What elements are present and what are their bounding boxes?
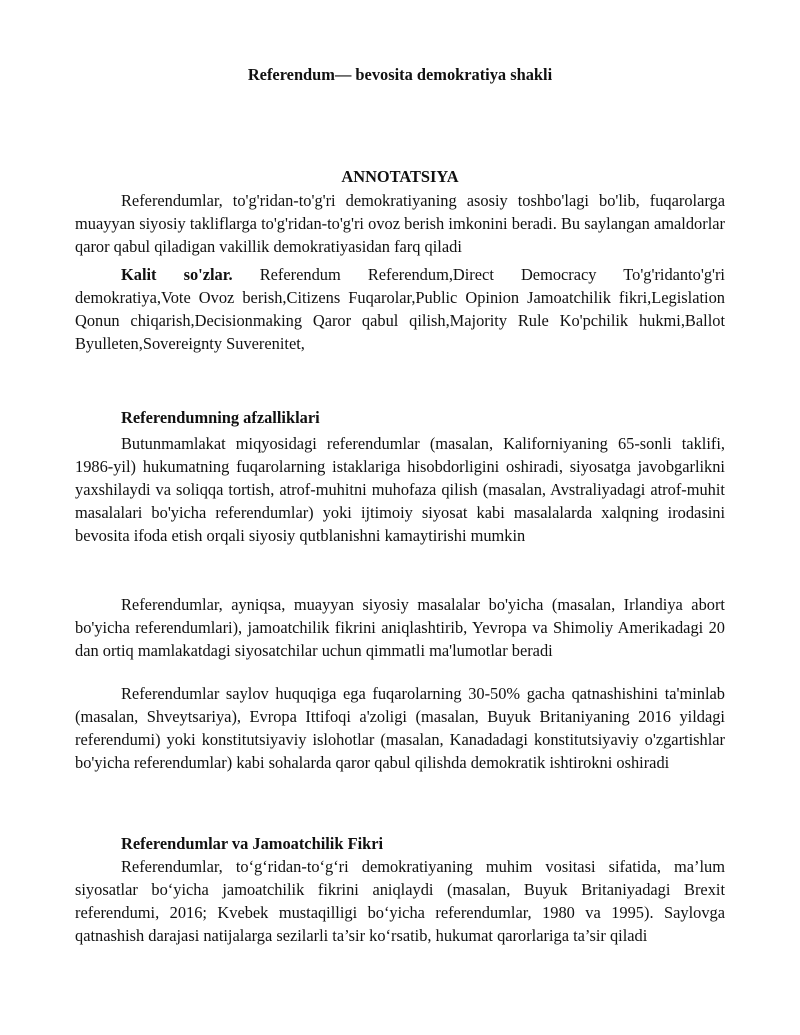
annotation-paragraph: Referendumlar, to'g'ridan-to'g'ri demokratiyaning asosiy toshbo'lagi bo'lib, fuqarolarga muayyan siyosiy takliflarga to'g'ridan-to'g'ri ovoz berish imkonini beradi. Bu saylangan amaldorlar qaror qabul qiladigan vakillik demokratiyasidan farq qiladi [75, 191, 725, 256]
keywords-label: Kalit so'zlar. [121, 265, 233, 284]
section1-paragraph-2: Referendumlar, ayniqsa, muayyan siyosiy masalalar bo'yicha (masalan, Irlandiya abort bo'yicha referendumlari), jamoatchilik fikrini aniqlashtirib, Yevropa va Shimoliy Amerikadagi 20 dan ortiq mamlakatdagi siyosatchilar uchun qimmatli ma'lumotlar beradi [75, 595, 725, 660]
section2-heading: Referendumlar va Jamoatchilik Fikri [121, 834, 384, 853]
section1-paragraph-3: Referendumlar saylov huquqiga ega fuqarolarning 30-50% gacha qatnashishini ta'minlab (masalan, Shveytsariya), Evropa Ittifoqi a'zoligi (masalan, Buyuk Britaniyaning 2016 yildagi referendumi) yoki konstitutsiyaviy islohotlar (masalan, Kanadadagi konstitutsiyaviy o'zgartishlar bo'yicha referendumlar) kabi sohalarda qaror qabul qilishda demokratik ishtirokni oshiradi [75, 684, 725, 772]
section1-paragraph-1: Butunmamlakat miqyosidagi referendumlar (masalan, Kaliforniyaning 65-sonli taklifi, 1986-yil) hukumatning fuqarolarning istaklariga hisobdorligini oshiradi, siyosatga javobgarlikni yaxshilaydi va soliqqa tortish, atrof-muhitni muhofaza qilish (masalan, Avstraliyadagi atrof-muhit masalalari bo'yicha referendumlar) yoki ijtimoiy siyosat kabi masalalarda xalqning irodasini bevosita ifoda etish orqali siyosiy qutblanishni kamaytirishi mumkin [75, 434, 725, 545]
keywords-paragraph [75, 263, 725, 355]
section1-heading: Referendumning afzalliklari [121, 408, 320, 427]
annotation-heading: ANNOTATSIYA [341, 167, 459, 186]
document-title: Referendum— bevosita demokratiya shakli [247, 65, 553, 84]
keywords-text: Referendum Referendum,Direct Democracy To'g'ridanto'g'ri demokratiya,Vote Ovoz berish,Citizens Fuqarolar,Public Opinion Jamoatchilik fikri,Legislation Qonun chiqarish,Decisionmaking Qaror qabul qilish,Majority Rule Ko'pchilik hukmi,Ballot Byulleten,Sovereignty Suverenitet, [75, 265, 725, 353]
section2-paragraph-1: Referendumlar, to‘g‘ridan-to‘g‘ri demokratiyaning muhim vositasi sifatida, ma’lum siyosatlar bo‘yicha jamoatchilik fikrini aniqlaydi (masalan, Buyuk Britaniyadagi Brexit referendumi, 2016; Kvebek mustaqilligi bo‘yicha referendumlar, 1980 va 1995). Saylovga qatnashish darajasi natijalarga sezilarli ta’sir ko‘rsatib, hukumat qarorlariga ta’sir qiladi [75, 857, 725, 945]
